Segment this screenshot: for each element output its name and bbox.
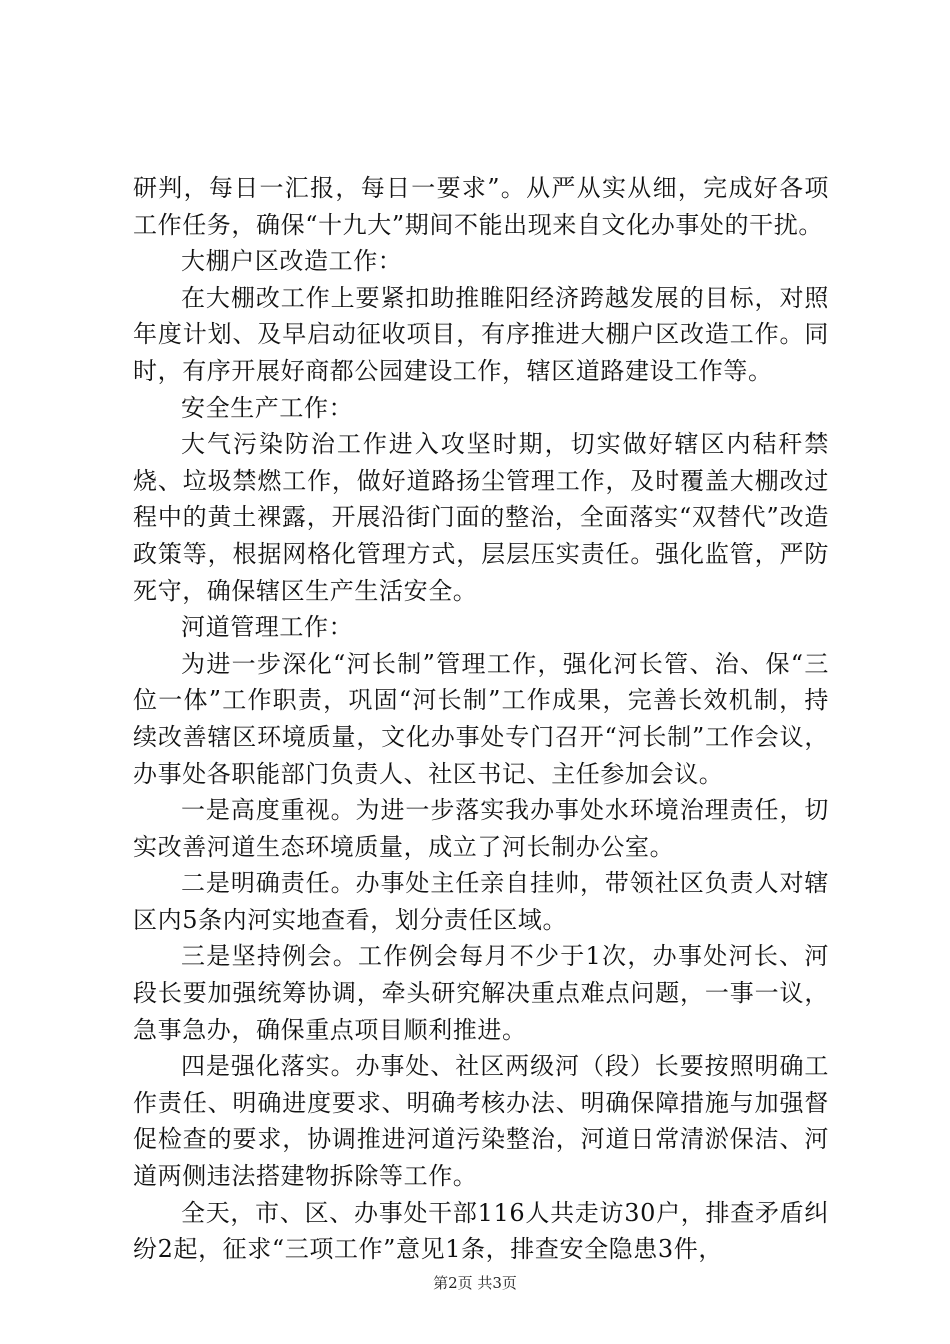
paragraph: 在大棚改工作上要紧扣助推睢阳经济跨越发展的目标，对照年度计划、及早启动征收项目，有序推进大棚户区改造工作。同时，有序开展好商都公园建设工作，辖区道路建设工作等。	[133, 283, 829, 385]
paragraph: 全天，市、区、办事处干部116人共走访30户，排查矛盾纠纷2起，征求“三项工作”意见1条，排查安全隐患3件，	[133, 1198, 829, 1264]
section-heading: 河道管理工作：	[181, 613, 354, 642]
page-footer: 第2页 共3页	[433, 1274, 517, 1292]
paragraph: 为进一步深化“河长制”管理工作，强化河长管、治、保“三位一体”工作职责，巩固“河长制”工作成果，完善长效机制，持续改善辖区环境质量，文化办事处专门召开“河长制”工作会议，办事处各职能部门负责人、社区书记、主任参加会议。	[133, 649, 829, 788]
paragraph: 大气污染防治工作进入攻坚时期，切实做好辖区内秸秆禁烧、垃圾禁燃工作，做好道路扬尘管理工作，及时覆盖大棚改过程中的黄土裸露，开展沿街门面的整治，全面落实“双替代”改造政策等，根据网格化管理方式，层层压实责任。强化监管，严防死守，确保辖区生产生活安全。	[133, 430, 829, 605]
document-body	[133, 170, 829, 1268]
section-heading: 大棚户区改造工作：	[181, 247, 403, 276]
paragraph: 二是明确责任。办事处主任亲自挂帅，带领社区负责人对辖区内5条内河实地查看，划分责任区域。	[133, 869, 829, 934]
section-heading: 安全生产工作：	[181, 393, 354, 422]
paragraph: 四是强化落实。办事处、社区两级河（段）长要按照明确工作责任、明确进度要求、明确考核办法、明确保障措施与加强督促检查的要求，协调推进河道污染整治，河道日常清淤保洁、河道两侧违法搭建物拆除等工作。	[133, 1052, 829, 1191]
paragraph: 三是坚持例会。工作例会每月不少于1次，办事处河长、河段长要加强统筹协调，牵头研究解决重点难点问题，一事一议，急事急办，确保重点项目顺利推进。	[133, 942, 829, 1044]
paragraph: 研判，每日一汇报，每日一要求”。从严从实从细，完成好各项工作任务，确保“十九大”期间不能出现来自文化办事处的干扰。	[133, 174, 829, 239]
paragraph: 一是高度重视。为进一步落实我办事处水环境治理责任，切实改善河道生态环境质量，成立了河长制办公室。	[133, 796, 829, 861]
